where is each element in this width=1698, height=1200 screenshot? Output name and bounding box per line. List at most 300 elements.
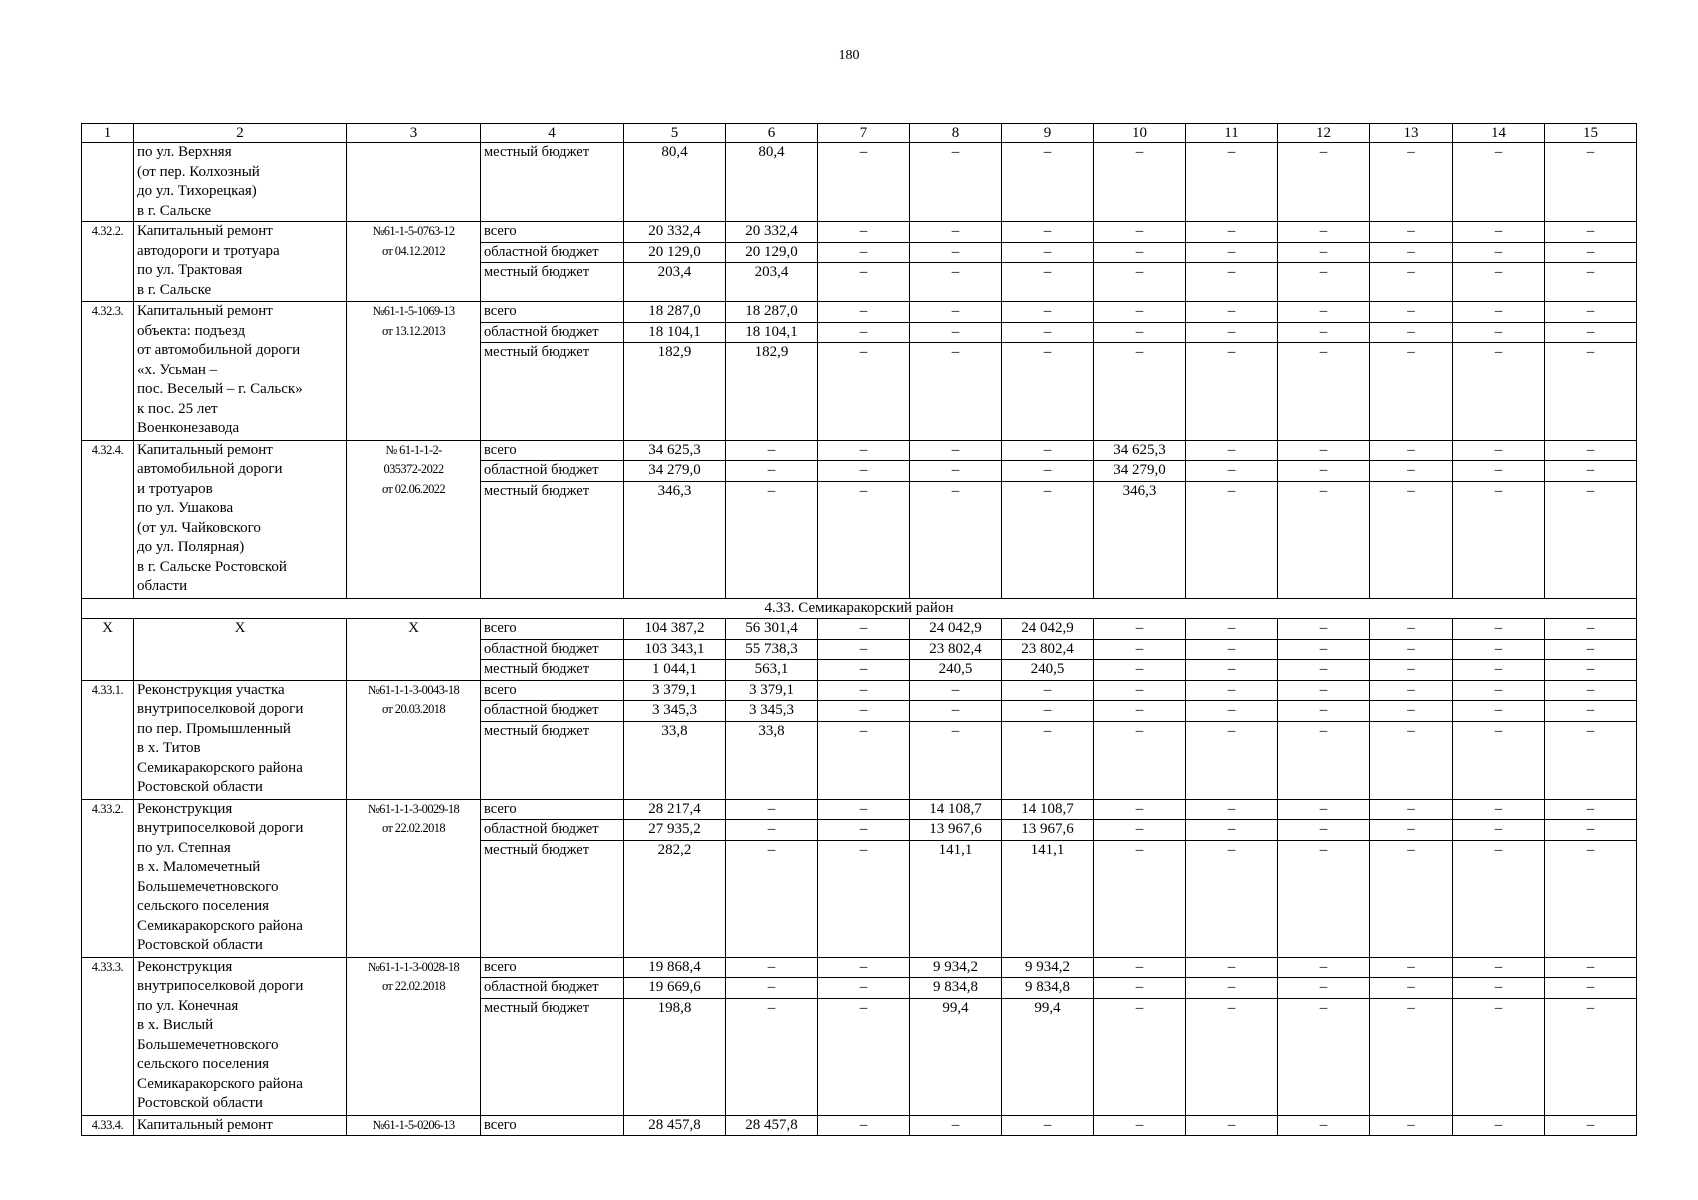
value-cell: – [1186,343,1278,441]
value-cell: – [1545,680,1637,701]
column-number-cell: 14 [1453,124,1545,143]
value-cell: 20 129,0 [726,242,818,263]
value-cell: – [1094,680,1186,701]
value-cell: – [1453,302,1545,323]
budget-table [81,123,1637,1136]
value-cell: – [1370,680,1453,701]
value-cell: – [1094,143,1186,222]
value-cell: – [1370,660,1453,681]
funding-source-cell: областной бюджет [481,461,624,482]
value-cell: – [1370,1115,1453,1136]
value-cell: – [1278,1115,1370,1136]
value-cell: – [910,481,1002,598]
value-cell: 182,9 [624,343,726,441]
registration-cell: №61-1-5-0763-12 от 04.12.2012 [347,222,481,302]
value-cell: – [1370,840,1453,957]
value-cell: – [818,840,910,957]
value-cell: 18 104,1 [624,322,726,343]
value-cell: – [1370,799,1453,820]
value-cell: – [818,322,910,343]
funding-source-cell: всего [481,222,624,243]
table-row [82,1115,1637,1136]
value-cell: – [818,998,910,1115]
column-number-cell: 8 [910,124,1002,143]
value-cell: – [1278,957,1370,978]
registration-cell: №61-1-5-1069-13 от 13.12.2013 [347,302,481,441]
value-cell: – [1545,481,1637,598]
table-row [82,222,1637,243]
value-cell: – [1453,461,1545,482]
value-cell: – [818,978,910,999]
column-number-cell: 10 [1094,124,1186,143]
value-cell: – [818,343,910,441]
value-cell: 563,1 [726,660,818,681]
column-number-cell: 3 [347,124,481,143]
value-cell: – [818,619,910,640]
value-cell: – [726,978,818,999]
value-cell: – [1545,343,1637,441]
value-cell: 55 738,3 [726,639,818,660]
registration-cell: №61-1-1-3-0043-18 от 20.03.2018 [347,680,481,799]
object-number-cell: Х [82,619,134,681]
value-cell: – [818,263,910,302]
value-cell: – [1453,840,1545,957]
value-cell: – [1453,440,1545,461]
funding-source-cell: всего [481,440,624,461]
value-cell: – [1094,799,1186,820]
value-cell: – [1370,343,1453,441]
value-cell: 19 868,4 [624,957,726,978]
page-number: 180 [838,48,860,63]
value-cell: – [818,639,910,660]
value-cell: – [1002,263,1094,302]
value-cell: 28 457,8 [624,1115,726,1136]
value-cell: – [1453,322,1545,343]
column-number-cell: 9 [1002,124,1094,143]
value-cell: 13 967,6 [1002,820,1094,841]
funding-source-cell: всего [481,302,624,323]
value-cell: 23 802,4 [1002,639,1094,660]
funding-source-cell: местный бюджет [481,840,624,957]
value-cell: – [1094,343,1186,441]
value-cell: 14 108,7 [910,799,1002,820]
value-cell: – [1545,820,1637,841]
table-row [82,302,1637,323]
value-cell: 23 802,4 [910,639,1002,660]
value-cell: 80,4 [726,143,818,222]
value-cell: 33,8 [624,721,726,799]
value-cell: – [1278,302,1370,323]
registration-cell: №61-1-1-3-0028-18 от 22.02.2018 [347,957,481,1115]
value-cell: – [1186,461,1278,482]
value-cell: – [1186,840,1278,957]
value-cell: – [1453,978,1545,999]
value-cell: – [1370,978,1453,999]
value-cell: 19 669,6 [624,978,726,999]
value-cell: – [1278,998,1370,1115]
value-cell: 28 217,4 [624,799,726,820]
value-cell: 28 457,8 [726,1115,818,1136]
value-cell: 13 967,6 [910,820,1002,841]
value-cell: – [1186,680,1278,701]
value-cell: – [1094,998,1186,1115]
object-name-cell: Капитальный ремонт объекта: подъезд от автомобильной дороги «х. Усьман – пос. Веселый – г. Сальск» к пос. 25 лет Военконезавода [134,302,347,441]
value-cell: – [1278,143,1370,222]
value-cell: 99,4 [1002,998,1094,1115]
value-cell: – [818,302,910,323]
value-cell: – [818,701,910,722]
value-cell: 203,4 [624,263,726,302]
value-cell: – [1186,660,1278,681]
value-cell: – [1002,701,1094,722]
value-cell: – [1453,639,1545,660]
value-cell: – [818,721,910,799]
funding-source-cell: областной бюджет [481,820,624,841]
value-cell: 3 379,1 [726,680,818,701]
value-cell: – [1002,680,1094,701]
object-number-cell: 4.32.2. [82,222,134,302]
value-cell: – [726,998,818,1115]
value-cell: – [818,660,910,681]
value-cell: – [726,957,818,978]
value-cell: – [1002,1115,1094,1136]
value-cell: – [818,481,910,598]
funding-source-cell: местный бюджет [481,481,624,598]
value-cell: – [1453,721,1545,799]
table-row [82,799,1637,820]
value-cell: 99,4 [910,998,1002,1115]
value-cell: – [1186,701,1278,722]
table-row [82,143,1637,222]
value-cell: – [1278,840,1370,957]
object-number-cell: 4.32.4. [82,440,134,598]
value-cell: – [1370,481,1453,598]
value-cell: – [1453,660,1545,681]
value-cell: – [1545,143,1637,222]
value-cell: – [726,840,818,957]
object-name-cell: по ул. Верхняя (от пер. Колхозный до ул. Тихорецкая) в г. Сальске [134,143,347,222]
value-cell: 346,3 [624,481,726,598]
column-number-cell: 6 [726,124,818,143]
object-number-cell: 4.32.3. [82,302,134,441]
object-name-cell: Капитальный ремонт автомобильной дороги и тротуаров по ул. Ушакова (от ул. Чайковского до ул. Полярная) в г. Сальске Ростовской области [134,440,347,598]
value-cell: – [818,242,910,263]
funding-source-cell: местный бюджет [481,263,624,302]
value-cell: – [1094,619,1186,640]
value-cell: – [1186,222,1278,243]
value-cell: – [1278,222,1370,243]
value-cell: – [1094,701,1186,722]
value-cell: – [1370,302,1453,323]
value-cell: 20 332,4 [726,222,818,243]
value-cell: – [1545,957,1637,978]
column-number-cell: 1 [82,124,134,143]
value-cell: – [1094,242,1186,263]
funding-source-cell: областной бюджет [481,639,624,660]
object-name-cell: Х [134,619,347,681]
value-cell: – [1453,998,1545,1115]
value-cell: – [818,440,910,461]
registration-cell [347,143,481,222]
value-cell: 198,8 [624,998,726,1115]
value-cell: – [1545,1115,1637,1136]
value-cell: – [818,799,910,820]
registration-cell: Х [347,619,481,681]
value-cell: – [726,799,818,820]
value-cell: – [1370,322,1453,343]
value-cell: – [1545,721,1637,799]
value-cell: – [1002,242,1094,263]
value-cell: – [1545,619,1637,640]
value-cell: 33,8 [726,721,818,799]
value-cell: – [726,820,818,841]
value-cell: – [1002,343,1094,441]
section-row [82,598,1637,619]
value-cell: – [1002,721,1094,799]
value-cell: 3 379,1 [624,680,726,701]
value-cell: – [1186,957,1278,978]
funding-source-cell: местный бюджет [481,660,624,681]
value-cell: – [1545,701,1637,722]
value-cell: – [1545,461,1637,482]
value-cell: 20 129,0 [624,242,726,263]
table-row [82,957,1637,978]
value-cell: – [1186,820,1278,841]
value-cell: – [1094,957,1186,978]
table-row [82,440,1637,461]
value-cell: – [910,1115,1002,1136]
value-cell: – [1453,242,1545,263]
value-cell: – [1278,639,1370,660]
value-cell: – [910,222,1002,243]
value-cell: – [1002,440,1094,461]
value-cell: – [1094,1115,1186,1136]
value-cell: 282,2 [624,840,726,957]
value-cell: 9 834,8 [910,978,1002,999]
value-cell: – [910,242,1002,263]
object-number-cell: 4.33.2. [82,799,134,957]
value-cell: – [910,302,1002,323]
value-cell: – [1453,481,1545,598]
value-cell: – [1186,263,1278,302]
value-cell: – [1278,820,1370,841]
value-cell: – [1453,619,1545,640]
value-cell: 103 343,1 [624,639,726,660]
value-cell: – [1278,343,1370,441]
value-cell: – [818,1115,910,1136]
value-cell: – [1545,998,1637,1115]
value-cell: – [910,440,1002,461]
value-cell: – [1002,322,1094,343]
value-cell: – [1453,701,1545,722]
value-cell: 141,1 [1002,840,1094,957]
object-name-cell: Капитальный ремонт автодороги и тротуара по ул. Трактовая в г. Сальске [134,222,347,302]
value-cell: – [1094,978,1186,999]
value-cell: – [1453,143,1545,222]
value-cell: – [1186,721,1278,799]
value-cell: 56 301,4 [726,619,818,640]
value-cell: – [1186,1115,1278,1136]
value-cell: – [1370,820,1453,841]
value-cell: – [1545,322,1637,343]
value-cell: – [1453,957,1545,978]
value-cell: – [1453,343,1545,441]
value-cell: – [1545,660,1637,681]
value-cell: 182,9 [726,343,818,441]
value-cell: – [1545,222,1637,243]
value-cell: – [1453,799,1545,820]
value-cell: – [1186,978,1278,999]
value-cell: 14 108,7 [1002,799,1094,820]
value-cell: 9 934,2 [1002,957,1094,978]
registration-cell: №61-1-1-3-0029-18 от 22.02.2018 [347,799,481,957]
value-cell: – [726,481,818,598]
value-cell: 1 044,1 [624,660,726,681]
value-cell: – [1453,820,1545,841]
value-cell: – [818,957,910,978]
column-number-cell: 15 [1545,124,1637,143]
registration-cell: № 61-1-1-2- 035372-2022 от 02.06.2022 [347,440,481,598]
column-number-cell: 7 [818,124,910,143]
value-cell: – [1278,322,1370,343]
value-cell: – [1545,799,1637,820]
funding-source-cell: местный бюджет [481,721,624,799]
value-cell: – [1545,263,1637,302]
funding-source-cell: местный бюджет [481,998,624,1115]
object-name-cell: Реконструкция внутрипоселковой дороги по ул. Конечная в х. Вислый Большемечетновского сельского поселения Семикаракорского района Ростовской области [134,957,347,1115]
value-cell: – [1186,639,1278,660]
funding-source-cell: местный бюджет [481,143,624,222]
value-cell: – [1545,440,1637,461]
value-cell: – [1186,619,1278,640]
value-cell: 80,4 [624,143,726,222]
value-cell: – [1278,701,1370,722]
object-name-cell: Реконструкция участка внутрипоселковой дороги по пер. Промышленный в х. Титов Семикаракорского района Ростовской области [134,680,347,799]
column-number-cell: 13 [1370,124,1453,143]
value-cell: 346,3 [1094,481,1186,598]
value-cell: – [1002,302,1094,323]
table-row [82,680,1637,701]
value-cell: – [910,143,1002,222]
value-cell: 3 345,3 [624,701,726,722]
value-cell: – [1370,639,1453,660]
value-cell: – [1370,440,1453,461]
funding-source-cell: всего [481,1115,624,1136]
value-cell: – [1278,978,1370,999]
value-cell: 141,1 [910,840,1002,957]
value-cell: – [1545,639,1637,660]
object-number-cell: 4.33.1. [82,680,134,799]
value-cell: – [1278,242,1370,263]
value-cell: – [1002,143,1094,222]
value-cell: – [1186,998,1278,1115]
value-cell: – [1094,639,1186,660]
value-cell: – [1186,481,1278,598]
value-cell: 18 104,1 [726,322,818,343]
value-cell: 24 042,9 [1002,619,1094,640]
value-cell: – [1370,222,1453,243]
value-cell: – [1370,461,1453,482]
column-number-cell: 5 [624,124,726,143]
column-number-cell: 2 [134,124,347,143]
value-cell: – [1278,440,1370,461]
value-cell: – [1370,619,1453,640]
value-cell: – [1278,461,1370,482]
value-cell: 18 287,0 [624,302,726,323]
funding-source-cell: областной бюджет [481,322,624,343]
value-cell: – [1186,302,1278,323]
value-cell: – [1094,660,1186,681]
value-cell: – [1278,680,1370,701]
value-cell: – [1545,302,1637,323]
value-cell: – [1453,263,1545,302]
funding-source-cell: областной бюджет [481,978,624,999]
value-cell: 24 042,9 [910,619,1002,640]
value-cell: – [910,322,1002,343]
value-cell: – [818,461,910,482]
funding-source-cell: местный бюджет [481,343,624,441]
value-cell: – [1453,680,1545,701]
funding-source-cell: всего [481,619,624,640]
value-cell: – [1278,799,1370,820]
funding-source-cell: областной бюджет [481,242,624,263]
value-cell: – [1002,222,1094,243]
object-number-cell: 4.33.3. [82,957,134,1115]
value-cell: – [818,143,910,222]
value-cell: – [1370,143,1453,222]
object-name-cell: Капитальный ремонт [134,1115,347,1136]
object-name-cell: Реконструкция внутрипоселковой дороги по ул. Степная в х. Маломечетный Большемечетновского сельского поселения Семикаракорского района Ростовской области [134,799,347,957]
registration-cell: №61-1-5-0206-13 [347,1115,481,1136]
column-number-cell: 12 [1278,124,1370,143]
value-cell: 34 279,0 [1094,461,1186,482]
value-cell: – [818,680,910,701]
value-cell: 34 279,0 [624,461,726,482]
value-cell: – [1002,461,1094,482]
value-cell: – [1545,978,1637,999]
value-cell: – [910,680,1002,701]
value-cell: 18 287,0 [726,302,818,323]
value-cell: – [910,701,1002,722]
value-cell: 34 625,3 [624,440,726,461]
table-row [82,619,1637,640]
value-cell: – [910,263,1002,302]
value-cell: – [1278,481,1370,598]
value-cell: – [1094,721,1186,799]
funding-source-cell: всего [481,957,624,978]
value-cell: – [726,461,818,482]
value-cell: – [910,721,1002,799]
value-cell: – [1545,242,1637,263]
value-cell: 203,4 [726,263,818,302]
value-cell: – [1094,820,1186,841]
value-cell: – [1370,721,1453,799]
value-cell: – [1094,840,1186,957]
value-cell: – [1186,242,1278,263]
value-cell: – [1278,619,1370,640]
value-cell: – [1002,481,1094,598]
value-cell: – [1094,322,1186,343]
value-cell: 34 625,3 [1094,440,1186,461]
value-cell: – [1370,242,1453,263]
value-cell: 20 332,4 [624,222,726,243]
value-cell: – [910,461,1002,482]
funding-source-cell: всего [481,680,624,701]
value-cell: – [818,222,910,243]
value-cell: – [1094,222,1186,243]
column-number-cell: 11 [1186,124,1278,143]
value-cell: – [910,343,1002,441]
